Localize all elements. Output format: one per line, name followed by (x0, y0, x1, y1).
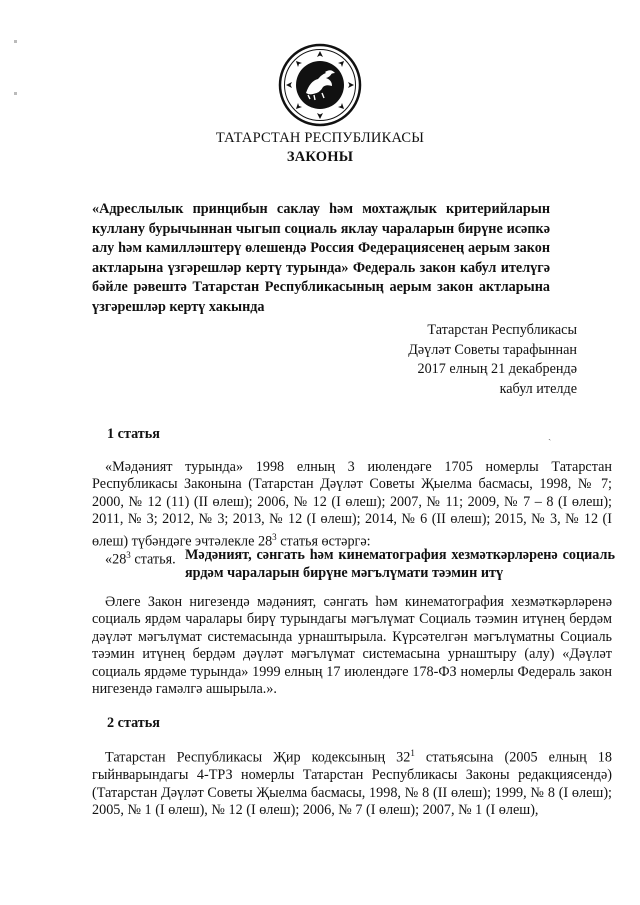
stray-mark: ˏ (548, 430, 552, 441)
adoption-line-3: 2017 елның 21 декабрендә (417, 361, 577, 378)
law-title: «Адреслылык принцибын саклау һәм мохтаҗлык критерийларын куллану бурычыннан чыгып социаль яклау чараларын бирүне исәпкә алу һәм камилләштерү өлешендә Россия Федерациясенең аерым закон актларына үзгәрешләр кертү турында» Федераль закон кабул ителүгә бәйле рәвештә Татарстан Республикасының аерым закон актларына үзгәрешләр кертү хакында (92, 201, 550, 315)
new-article-title: Мәдәният, сәнгать һәм кинематография хезмәткәрләренә социаль ярдәм чараларын бирүнe мәгълүмати тәэмин итү (185, 547, 615, 581)
margin-dot (14, 40, 17, 43)
adoption-line-2: Дәүләт Советы тарафыннан (408, 341, 577, 358)
article-1-heading: 1 статья (107, 426, 160, 442)
article-2-paragraph-1: Татарстан Республикасы Җир кодексының $32^1$ статьясына (2005 елның 18 гыйнварындагы 4-ТРЗ номерлы Татарстан Республикасы Законы редакциясендә) (Татарстан Дәүләт Советы Җыелма басмасы, 1998, № 8 (II өлеш); 1999, № 8 (I өлеш); 2005, № 1 (I өлеш), № 12 (I өлеш); 2006, № 7 (I өлеш); 2007, № 1 (I өлеш), (92, 748, 612, 818)
header-republic: ТАТАРСТАН РЕСПУБЛИКАСЫ (215, 130, 425, 146)
article-2-heading: 2 статья (107, 715, 160, 731)
article-1-paragraph-1: «Мәдәният турында» 1998 елның 3 июлендәге 1705 номерлы Татарстан Республикасы Законына (Татарстан Дәүләт Советы Җыелма басмасы, 1998, № 7; 2000, № 12 (11) (II өлеш); 2006, № 12 (I өлеш); 2007, № 11; 2009, № 7 – 8 (I өлеш); 2011, № 3; 2012, № 3; 2013, № 12 (I өлеш); 2014, № 6 (II өлеш); 2015, № 3, № 12 (I өлеш) түбәндәге эчтәлекле $28^3$ статья өстәргә: (92, 459, 612, 550)
tatarstan-emblem-icon (278, 43, 362, 127)
adoption-line-1: Татарстан Республикасы (427, 322, 577, 338)
adoption-block (347, 321, 577, 399)
new-article-number: «$28^3$ статья. (105, 550, 176, 568)
header-law: ЗАКОНЫ (286, 149, 354, 165)
adoption-line-4: кабул ителде (499, 380, 577, 397)
margin-dot (14, 92, 17, 95)
article-1-paragraph-2: Әлеге Закон нигезендә мәдәният, сәнгать һәм кинематография хезмәткәрләренә социаль ярдәм чаралары бирү турындагы мәгълүмат Социаль тәэмин итүнең бердәм дәүләт мәгълүмат системасында урнаштырыла. Күрсәтелгән мәгълүматны Социаль тәэмин итүнең бердәм дәүләт мәгълүмат системасына урнаштыру (алу) «Дәүләт социаль ярдәме турында» 1999 елның 17 июлендәге 178-ФЗ номерлы Федераль закон нигезендә гамәлгә ашырыла.». (92, 594, 612, 698)
